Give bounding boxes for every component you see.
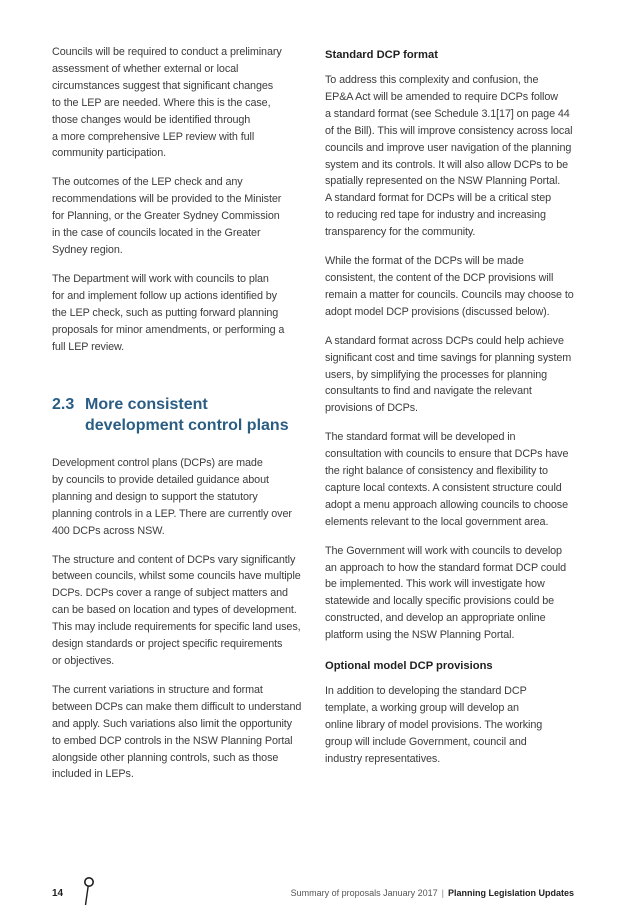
text-line: In addition to developing the standard DCP <box>325 685 527 698</box>
text-line: spatially represented on the NSW Planning Portal. <box>325 175 561 188</box>
text-line: a standard format (see Schedule 3.1[17] on page 44 <box>325 107 570 120</box>
text-line: users, by simplifying the processes for planning <box>325 368 548 381</box>
text-line: provisions of DCPs. <box>325 402 418 415</box>
paragraph <box>325 72 577 241</box>
text-line: included in LEPs. <box>52 768 134 781</box>
text-line: between councils, whilst some councils have multiple <box>52 570 301 583</box>
page-footer <box>0 876 624 906</box>
subheading-optional-model-dcp: Optional model DCP provisions <box>325 660 493 673</box>
text-line: Councils will be required to conduct a preliminary <box>52 46 282 58</box>
text-line: The standard format will be developed in <box>325 431 516 444</box>
left-column <box>52 44 288 367</box>
footer-text <box>291 888 574 898</box>
text-line: 400 DCPs across NSW. <box>52 524 165 537</box>
footer-separator: | <box>441 888 444 898</box>
paragraph <box>52 682 302 783</box>
text-line: recommendations will be provided to the Minister <box>52 193 282 206</box>
text-line: in the case of councils located in the Greater <box>52 227 261 240</box>
text-line: The structure and content of DCPs vary significantly <box>52 553 296 566</box>
text-line: capture local contexts. A consistent structure could <box>325 481 562 494</box>
text-line: The outcomes of the LEP check and any <box>52 176 243 189</box>
text-line: the right balance of consistency and flexibility to <box>325 465 548 478</box>
text-line: Sydney region. <box>52 243 123 256</box>
text-line: While the format of the DCPs will be made <box>325 255 524 268</box>
text-line: proposals for minor amendments, or performing a <box>52 323 285 336</box>
text-line: be implemented. This work will investigate how <box>325 578 545 591</box>
text-line: To address this complexity and confusion, the <box>325 74 539 86</box>
text-line: statewide and locally specific provisions could be <box>325 595 555 608</box>
map-pin-icon <box>82 876 96 906</box>
text-line: group will include Government, council and <box>325 735 527 748</box>
section-title-line1: More consistent <box>85 396 208 413</box>
text-line: between DCPs can make them difficult to understand <box>52 700 302 713</box>
text-line: community participation. <box>52 147 167 160</box>
text-line: for Planning, or the Greater Sydney Commission <box>52 210 280 223</box>
paragraph <box>52 271 288 356</box>
text-line: design standards or project specific requirements <box>52 638 283 651</box>
text-line: the LEP check, such as putting forward planning <box>52 306 279 319</box>
section-number: 2.3 <box>52 396 75 413</box>
text-line: online library of model provisions. The working <box>325 718 543 731</box>
page-number: 14 <box>52 888 64 899</box>
section-heading <box>52 394 302 436</box>
paragraph <box>52 552 301 670</box>
text-line: The Government will work with councils to develop <box>325 544 562 557</box>
text-line: or objectives. <box>52 654 115 667</box>
text-line: elements relevant to the local government area. <box>325 515 549 528</box>
text-line: a more comprehensive LEP review with full <box>52 130 255 143</box>
text-line: DCPs. DCPs cover a range of subject matters and <box>52 587 288 600</box>
text-line: The current variations in structure and format <box>52 683 263 696</box>
footer-summary: Summary of proposals January 2017 <box>290 888 438 898</box>
text-line: transparency for the community. <box>325 226 476 239</box>
text-line: template, a working group will develop an <box>325 702 519 714</box>
text-line: consistent, the content of the DCP provisions will <box>325 271 554 284</box>
footer-brand: Planning Legislation Updates <box>447 888 574 898</box>
text-line: those changes would be identified through <box>52 113 251 126</box>
text-line: system and its controls. It will also allow DCPs to be <box>325 158 569 171</box>
text-line: This may include requirements for specific land uses, <box>52 621 301 634</box>
paragraph <box>52 44 288 162</box>
text-line: by councils to provide detailed guidance about <box>52 473 269 486</box>
text-line: for and implement follow up actions identified by <box>52 289 277 302</box>
text-line: adopt a menu approach allowing councils to choose <box>325 498 568 511</box>
text-line: and apply. Such variations also limit the opportunity <box>52 717 292 730</box>
text-line: A standard format for DCPs will be a critical step <box>325 192 552 205</box>
text-line: consultation with councils to ensure that DCPs have <box>325 448 569 461</box>
text-line: can be based on location and types of development. <box>52 604 297 617</box>
text-line: EP&A Act will be amended to require DCPs follow <box>325 90 558 103</box>
text-line: remain a matter for councils. Councils may choose to <box>325 288 574 301</box>
text-line: planning controls in a LEP. There are currently over <box>52 507 292 520</box>
text-line: an approach to how the standard format DCP could <box>325 561 567 574</box>
text-line: circumstances suggest that significant changes <box>52 79 274 92</box>
paragraph <box>52 174 288 259</box>
text-line: A standard format across DCPs could help achieve <box>325 334 564 347</box>
text-line: to reducing red tape for industry and increasing <box>325 209 546 222</box>
paragraph <box>52 455 292 540</box>
text-line: planning and design to support the statutory <box>52 490 258 503</box>
paragraph <box>325 333 577 418</box>
text-line: significant cost and time savings for planning system <box>325 351 572 364</box>
text-line: platform using the NSW Planning Portal. <box>325 629 515 642</box>
paragraph <box>325 543 577 644</box>
text-line: full LEP review. <box>52 340 125 353</box>
text-line: to embed DCP controls in the NSW Planning Portal <box>52 734 293 747</box>
left-column-lower <box>52 455 302 795</box>
text-line: industry representatives. <box>325 752 441 765</box>
text-line: to the LEP are needed. Where this is the case, <box>52 96 271 109</box>
text-line: constructed, and develop an appropriate online <box>325 612 546 625</box>
paragraph <box>325 683 577 768</box>
paragraph <box>325 253 577 321</box>
text-line: The Department will work with councils to plan <box>52 272 269 285</box>
text-line: alongside other planning controls, such as those <box>52 751 279 764</box>
text-line: consultants to find and navigate the relevant <box>325 385 532 398</box>
paragraph <box>325 429 577 530</box>
right-column <box>325 47 577 780</box>
section-title-line2: development control plans <box>85 417 289 434</box>
text-line: councils and improve user navigation of the planning <box>325 141 572 154</box>
subheading-standard-dcp-format: Standard DCP format <box>325 49 438 61</box>
text-line: assessment of whether external or local <box>52 62 239 75</box>
text-line: Development control plans (DCPs) are made <box>52 457 263 469</box>
text-line: adopt model DCP provisions (discussed below). <box>325 305 550 318</box>
text-line: of the Bill). This will improve consistency across local <box>325 124 573 137</box>
